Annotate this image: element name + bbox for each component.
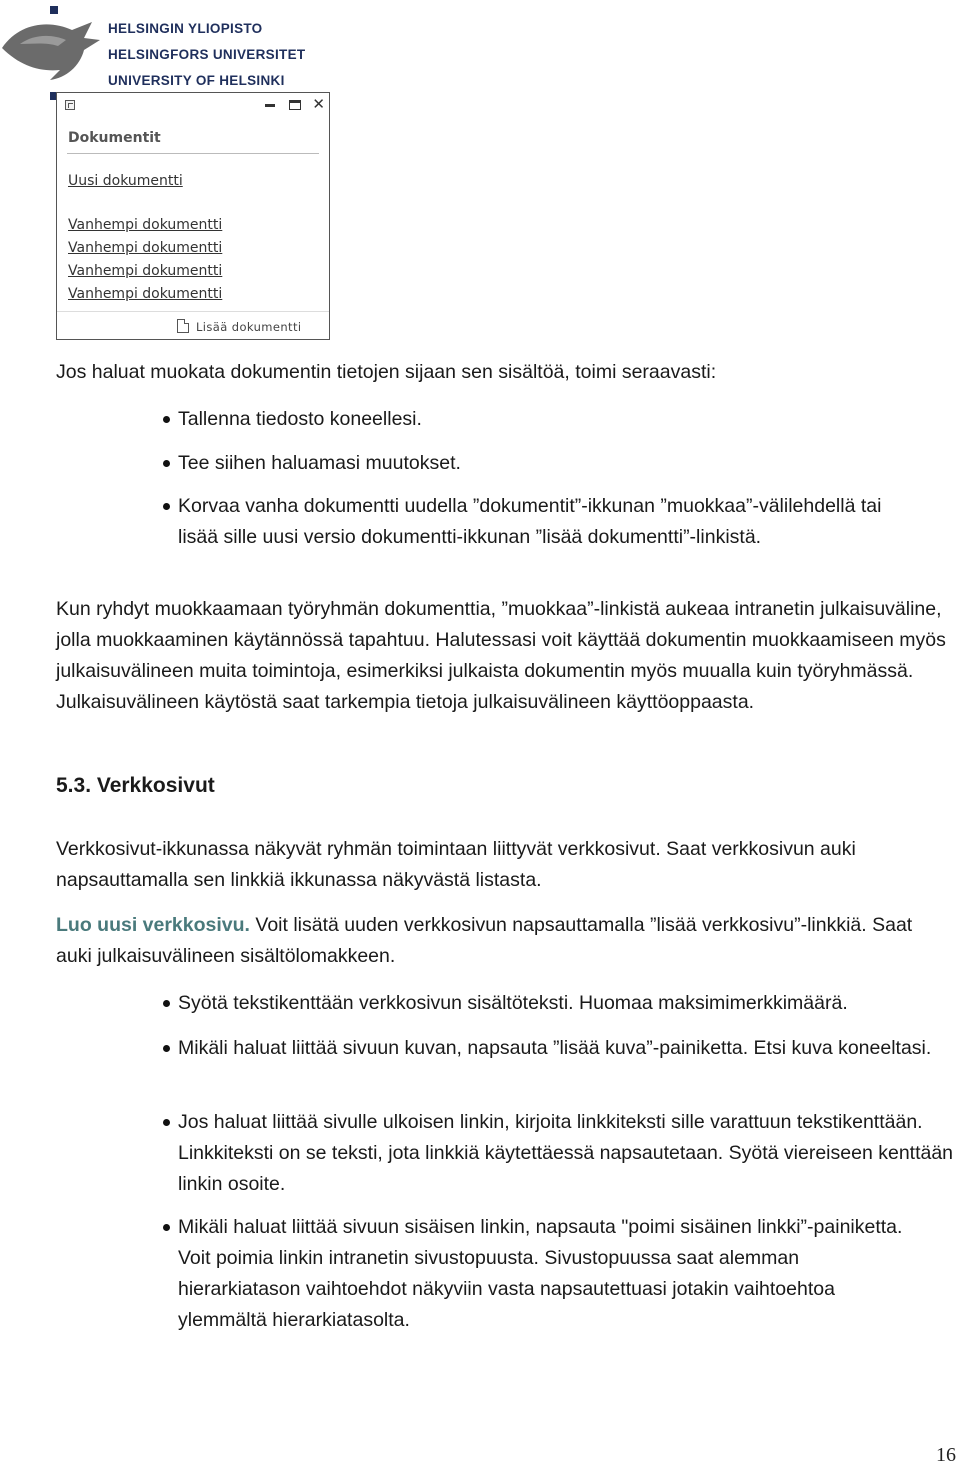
window-footer-divider — [57, 311, 329, 312]
university-logo — [0, 0, 306, 100]
create-page-paragraph — [56, 910, 936, 972]
instruction-text: Mikäli haluat liittää sivuun kuvan, napsauta ”lisää kuva”-painiketta. Etsi kuva koneeltasi. — [178, 1037, 932, 1059]
add-document-label: Lisää dokumentti — [196, 320, 302, 334]
older-document-link[interactable]: Vanhempi dokumentti — [68, 286, 223, 302]
step-item — [160, 491, 920, 553]
older-document-link[interactable]: Vanhempi dokumentti — [68, 240, 223, 256]
instruction-item — [160, 1033, 940, 1064]
new-document-link[interactable]: Uusi dokumentti — [68, 173, 183, 189]
minimize-icon[interactable] — [265, 97, 275, 107]
bullet-icon — [163, 503, 170, 510]
step-item — [160, 448, 960, 479]
create-page-lead: Luo uusi verkkosivu. — [56, 914, 250, 936]
bullet-icon — [163, 1045, 170, 1052]
step-text: Korvaa vanha dokumentti uudella ”dokumentit”-ikkunan ”muokkaa”-välilehdellä tai lisää sille uusi versio dokumentti-ikkunan ”lisää dokumentti”-linkistä. — [178, 495, 882, 548]
logo-line-fi: HELSINGIN YLIOPISTO — [108, 21, 263, 36]
create-page-text: Voit lisätä uuden verkkosivun napsauttamalla ”lisää verkkosivu”-linkkiä. Saat auki julkaisuvälineen sisältölomakkeen. — [56, 914, 913, 967]
bullet-icon — [163, 416, 170, 423]
section-heading: 5.3. Verkkosivut — [56, 774, 215, 797]
bullet-icon — [163, 460, 170, 467]
step-text: Tallenna tiedosto koneellesi. — [178, 408, 422, 430]
bullet-icon — [163, 1000, 170, 1007]
older-document-link[interactable]: Vanhempi dokumentti — [68, 217, 223, 233]
step-item — [160, 404, 960, 435]
documents-window — [56, 92, 330, 340]
intro-paragraph: Jos haluat muokata dokumentin tietojen sijaan sen sisältöä, toimi seraavasti: — [56, 361, 717, 383]
edit-paragraph: Kun ryhdyt muokkaamaan työryhmän dokumenttia, ”muokkaa”-linkistä aukeaa intranetin julkaisuväline, jolla muokkaaminen käytännössä tapahtuu. Halutessasi voit käyttää dokumentin muokkaamiseen myös julkaisuvälineen muita toimintoja, esimerkiksi julkaista dokumentin myös muualla kuin työryhmässä. Julkaisuvälineen käytöstä saat tarkempia tietoja julkaisuvälineen käyttöoppaasta. — [56, 598, 946, 713]
helmet-emblem-icon — [0, 0, 110, 100]
instruction-text: Jos haluat liittää sivulle ulkoisen linkin, kirjoita linkkiteksti sille varattuun tekstikenttään. Linkkiteksti on se teksti, jota linkkiä käytettäessä napsautetaan. Syötä viereiseen kenttään linkin osoite. — [178, 1111, 954, 1195]
step-text: Tee siihen haluamasi muutokset. — [178, 452, 461, 474]
instruction-text: Mikäli haluat liittää sivuun sisäisen linkin, napsauta "poimi sisäinen linkki”-painiketta. Voit poimia linkin intranetin sivustopuusta. Sivustopuussa saat alemman hierarkiatason vaihtoehdot näkyviin vasta napsautettuasi jotakin vaihtoehtoa ylemmältä hierarkiatasolta. — [178, 1216, 903, 1331]
instruction-item — [160, 988, 960, 1019]
window-titlebar — [57, 93, 329, 119]
add-document-link[interactable] — [177, 319, 301, 334]
older-document-link[interactable]: Vanhempi dokumentti — [68, 263, 223, 279]
bullet-icon — [163, 1224, 170, 1231]
window-title: Dokumentit — [68, 130, 161, 146]
instruction-item — [160, 1212, 920, 1336]
logo-line-sv: HELSINGFORS UNIVERSITET — [108, 47, 306, 62]
document-icon — [177, 319, 189, 333]
window-divider — [67, 153, 319, 154]
maximize-icon[interactable] — [289, 100, 301, 110]
window-menu-icon[interactable] — [65, 100, 75, 110]
bullet-icon — [163, 1119, 170, 1126]
web-pages-paragraph: Verkkosivut-ikkunassa näkyvät ryhmän toimintaan liittyvät verkkosivut. Saat verkkosivun auki napsauttamalla sen linkkiä ikkunassa näkyvästä listasta. — [56, 838, 856, 891]
instruction-item — [160, 1107, 960, 1200]
instruction-text: Syötä tekstikenttään verkkosivun sisältöteksti. Huomaa maksimimerkkimäärä. — [178, 992, 848, 1014]
page-number: 16 — [936, 1444, 956, 1466]
close-icon[interactable]: ✕ — [312, 95, 325, 113]
logo-line-en: UNIVERSITY OF HELSINKI — [108, 73, 285, 88]
